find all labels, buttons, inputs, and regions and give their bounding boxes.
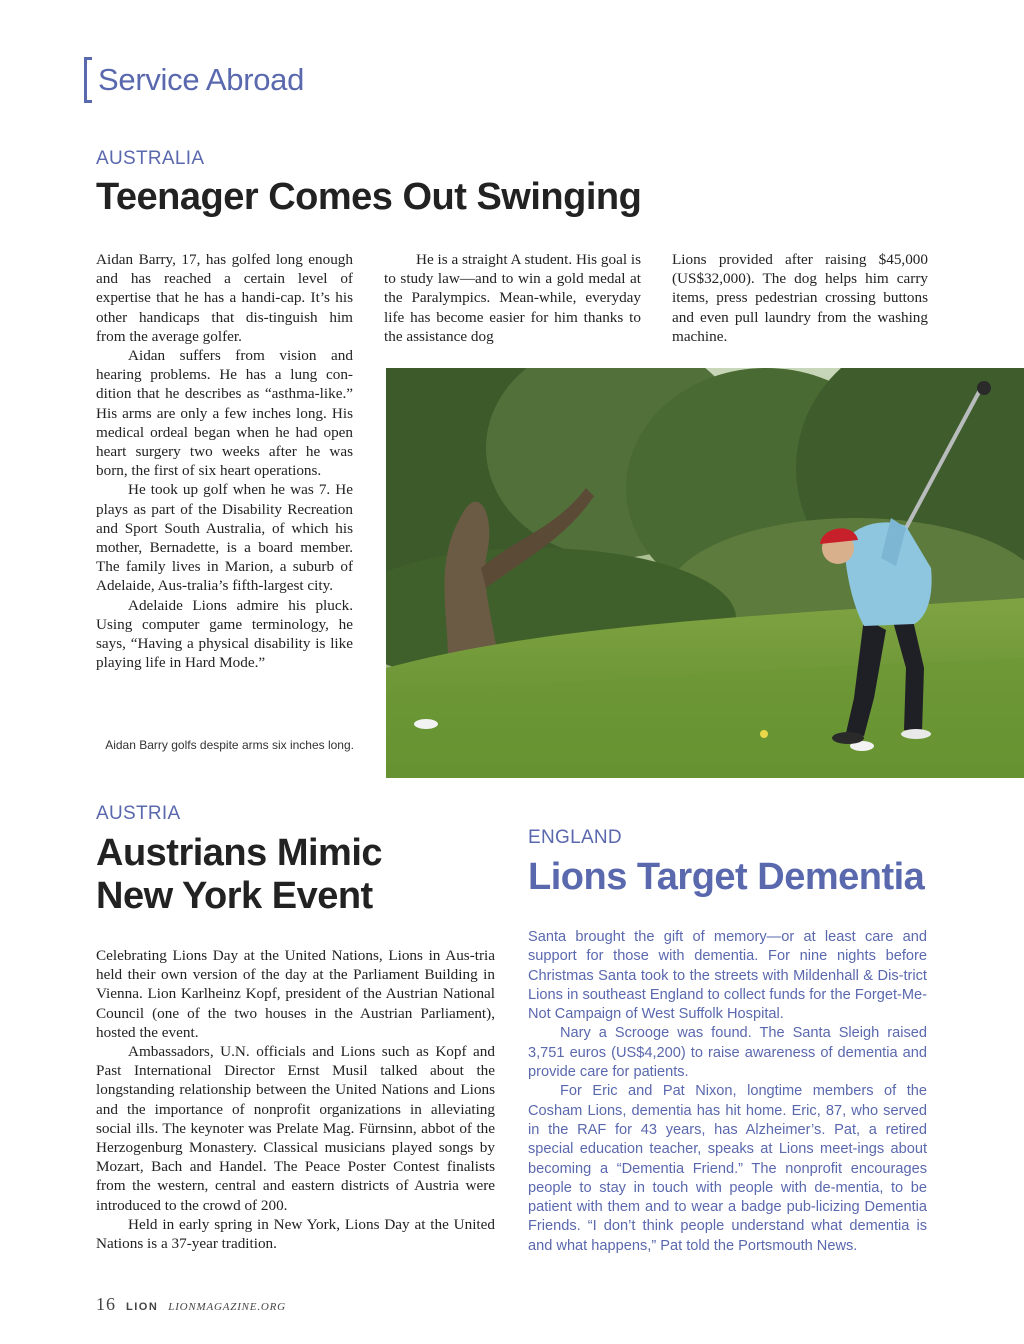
section-header: [84, 56, 304, 104]
golf-scene-illustration: [386, 368, 1024, 778]
australia-paragraph: Lions provided after raising $45,000 (US$32,000). The dog helps him carry items, press pedestrian crossing buttons and even pull laundry from the washing machine.: [672, 251, 928, 345]
australia-column-1: [96, 250, 353, 672]
england-headline: Lions Target Dementia: [528, 856, 925, 898]
england-paragraph: Santa brought the gift of memory—or at least care and support for those with dementia. For nine nights before Christmas Santa took to the streets with Mildenhall & Dis-trict Lions in southeast England to collect funds for the Forget-Me-Not Campaign of West Suffolk Hospital.: [528, 929, 927, 1023]
england-paragraph: For Eric and Pat Nixon, longtime members of the Cosham Lions, dementia has hit home. Eric, 87, who served in the RAF for 43 years, has Alzheimer’s. Pat, a retired special education teacher, speaks at Lions meet-ings about becoming a “Dementia Friend.” The nonprofit encourages people to stay in touch with people with de-mentia, to be patient with them and to wear a badge pub-licizing Dementia Friends. “I don’t think people understand what dementia is and what happens,” Pat told the Portsmouth News.: [528, 1083, 927, 1254]
australia-column-2: [384, 250, 641, 346]
austria-headline: [96, 832, 382, 918]
england-kicker: ENGLAND: [528, 827, 622, 848]
austria-body: [96, 946, 495, 1253]
england-body: [528, 928, 927, 1256]
page-footer: [96, 1294, 286, 1315]
australia-paragraph: Aidan Barry, 17, has golfed long enough and has reached a certain level of expertise that he has a handi-cap. It’s his other handicaps that dis-tinguish him from the average golfer.: [96, 251, 353, 345]
australia-paragraph: Adelaide Lions admire his pluck. Using computer game terminology, he says, “Having a physical disability is like playing life in Hard Mode.”: [96, 596, 353, 672]
australia-kicker: AUSTRALIA: [96, 148, 205, 169]
bracket-decoration: [84, 57, 92, 103]
magazine-website: LIONMAGAZINE.ORG: [168, 1301, 286, 1313]
magazine-brand: LION: [126, 1301, 159, 1313]
austria-headline-line: Austrians Mimic: [96, 832, 383, 874]
australia-paragraph: He took up golf when he was 7. He plays as part of the Disability Recreation and Sport South Australia, of which his mother, Bernadette, is a board member. The family lives in Marion, a suburb of Adelaide, Aus-tralia’s fifth-largest city.: [96, 481, 353, 595]
golfer-photo: [386, 368, 1024, 778]
austria-headline-line: New York Event: [96, 875, 373, 917]
australia-headline: Teenager Comes Out Swinging: [96, 176, 642, 218]
australia-paragraph: He is a straight A student. His goal is to study law—and to win a gold medal at the Paralympics. Mean-while, everyday life has become easier for him thanks to the assistance dog: [384, 251, 641, 345]
austria-paragraph: Celebrating Lions Day at the United Nations, Lions in Aus-tria held their own version of the day at the Parliament Building in Vienna. Lion Karlheinz Kopf, president of the Austrian National Council (one of the two houses in the Austrian Parliament), hosted the event.: [96, 947, 495, 1041]
australia-paragraph: Aidan suffers from vision and hearing problems. He has a lung con-dition that he describes as “asthma-like.” His arms are only a few inches long. His medical ordeal began when he had open heart surgery two weeks after he was born, the first of six heart operations.: [96, 347, 353, 480]
section-title: Service Abroad: [98, 62, 305, 97]
photo-caption: Aidan Barry golfs despite arms six inches long.: [105, 738, 354, 752]
england-paragraph: Nary a Scrooge was found. The Santa Sleigh raised 3,751 euros (US$4,200) to raise awareness of dementia and provide care for patients.: [528, 1025, 927, 1081]
austria-paragraph: Held in early spring in New York, Lions Day at the United Nations is a 37-year tradition.: [96, 1215, 495, 1253]
austria-kicker: AUSTRIA: [96, 803, 181, 824]
australia-column-3: [672, 250, 928, 346]
page-number: 16: [96, 1294, 116, 1314]
austria-paragraph: Ambassadors, U.N. officials and Lions such as Kopf and Past International Director Ernst Musil talked about the longstanding relationship between the United Nations and Lions and the importance of nonprofit organizations in alleviating social ills. The keynoter was Prelate Mag. Fürnsinn, abbot of the Herzogenburg Monastery. Classical musicians played songs by Mozart, Bach and Handel. The Peace Poster Contest finalists from the western, central and eastern districts of Austria were introduced to the crowd of 200.: [96, 1043, 495, 1214]
